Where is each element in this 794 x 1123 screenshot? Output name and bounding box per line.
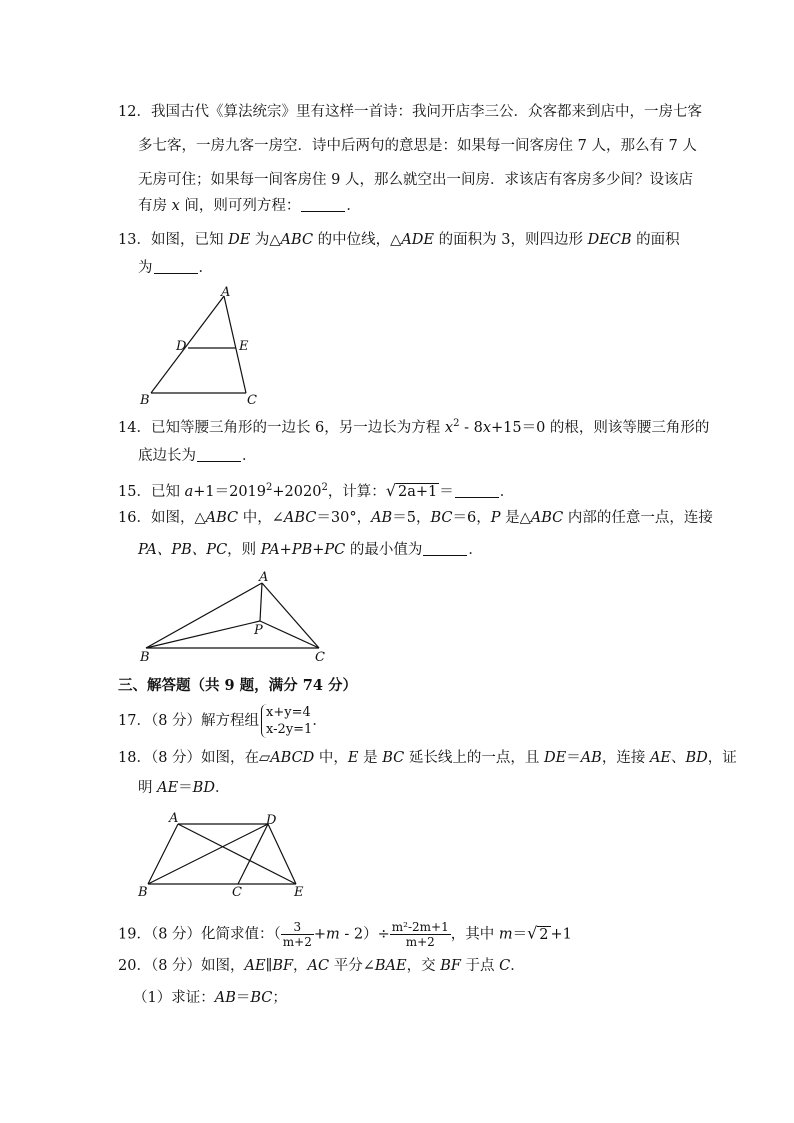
segment-de [268, 824, 296, 884]
label-b: B [140, 650, 150, 665]
label-a: A [259, 570, 269, 585]
q18-line2: 明 AE＝BD． [138, 780, 230, 796]
label-p: P [254, 623, 263, 638]
q20-line1: 20．（8 分）如图，AE∥BF，AC 平分∠BAE，交 BF 于点 C． [118, 958, 525, 974]
segment-pa [260, 583, 262, 621]
q12-line4: 有房 x 间，则可列方程： ． [138, 198, 361, 214]
q14-line2: 底边长为 ． [138, 448, 257, 464]
segment-ac [262, 583, 319, 648]
q16-triangle-figure [136, 566, 336, 666]
q13-line2: 为 ． [138, 260, 213, 276]
label-e: E [294, 885, 304, 900]
label-b: B [138, 885, 148, 900]
answer-blank[interactable] [197, 447, 241, 462]
sqrt-sign: √ [385, 480, 397, 500]
equation-system: x+y=4 x-2y=1 [261, 704, 312, 738]
segment-ab [151, 296, 224, 393]
label-a: A [169, 811, 179, 826]
segment-pb [146, 621, 260, 648]
q13-triangle-figure [136, 282, 276, 410]
label-e: E [239, 339, 249, 354]
q18-line1: 18．（8 分）如图，在▱ABCD 中，E 是 BC 延长线上的一点，且 DE＝AB，连接 AE、BD，证 [118, 750, 737, 766]
q17-line: 17．（8 分）解方程组 x+y=4 x-2y=1 ． [118, 705, 327, 737]
answer-blank[interactable] [301, 197, 345, 212]
segment-dc [238, 824, 268, 884]
segment-pc [260, 621, 319, 648]
segment-bd [148, 824, 268, 884]
q19-line: 19．（8 分）化简求值：（ $\frac{3}{m+2}$ +m - 2）÷ $\frac{\text{m²-2m+1}}{m+2}$ ，其中 m＝√ 2 +1 [118, 920, 572, 949]
q12-line1: 12．我国古代《算法统宗》里有这样一首诗：我问开店李三公．众客都来到店中，一房七客 [118, 104, 702, 120]
segment-ab [146, 583, 262, 648]
label-c: C [247, 393, 257, 408]
label-c: C [315, 650, 325, 665]
q15-line: 15．已知 $a+1=2019^2+2020^2$，计算：√ 2a+1 ＝ ． [118, 480, 515, 500]
q12-line2: 多七客，一房九客一房空．诗中后两句的意思是：如果每一间客房住 7 人，那么有 7 人 [138, 138, 697, 154]
label-b: B [140, 393, 150, 408]
answer-blank[interactable] [154, 259, 198, 274]
q18-parallelogram-figure [136, 808, 316, 900]
answer-blank[interactable] [455, 483, 499, 498]
fraction: $\frac{\text{m²-2m+1}}{m+2}$ [391, 920, 449, 949]
sqrt-sign: √ [527, 923, 538, 943]
q20-sub1: （1）求证：AB＝BC； [133, 990, 287, 1006]
answer-blank[interactable] [423, 541, 467, 556]
label-d: D [266, 813, 277, 828]
segment-ae [178, 824, 296, 884]
q13-line1: 13．如图，已知 DE 为△ABC 的中位线，△ADE 的面积为 3，则四边形 DECB 的面积 [118, 232, 680, 248]
fraction: $\frac{3}{m+2}$ [282, 920, 312, 949]
q16-line2: PA、PB、PC，则 PA+PB+PC 的最小值为 ． [138, 542, 483, 558]
section-title: 三、解答题（共 9 题，满分 74 分） [118, 677, 357, 694]
q14-line1: 14．已知等腰三角形的一边长 6，另一边长为方程 $x^2 - 8x+15=0$ 的根，则该等腰三角形的 [118, 418, 710, 436]
label-a: A [221, 285, 231, 300]
label-c: C [232, 885, 242, 900]
segment-ab [148, 824, 178, 884]
q12-line3: 无房可住；如果每一间客房住 9 人，那么就空出一间房．求该店有客房多少间？设该店 [138, 172, 693, 188]
q16-line1: 16．如图，△ABC 中，∠ABC＝30°，AB＝5，BC＝6，P 是△ABC 内部的任意一点，连接 [118, 510, 713, 526]
label-d: D [176, 339, 187, 354]
